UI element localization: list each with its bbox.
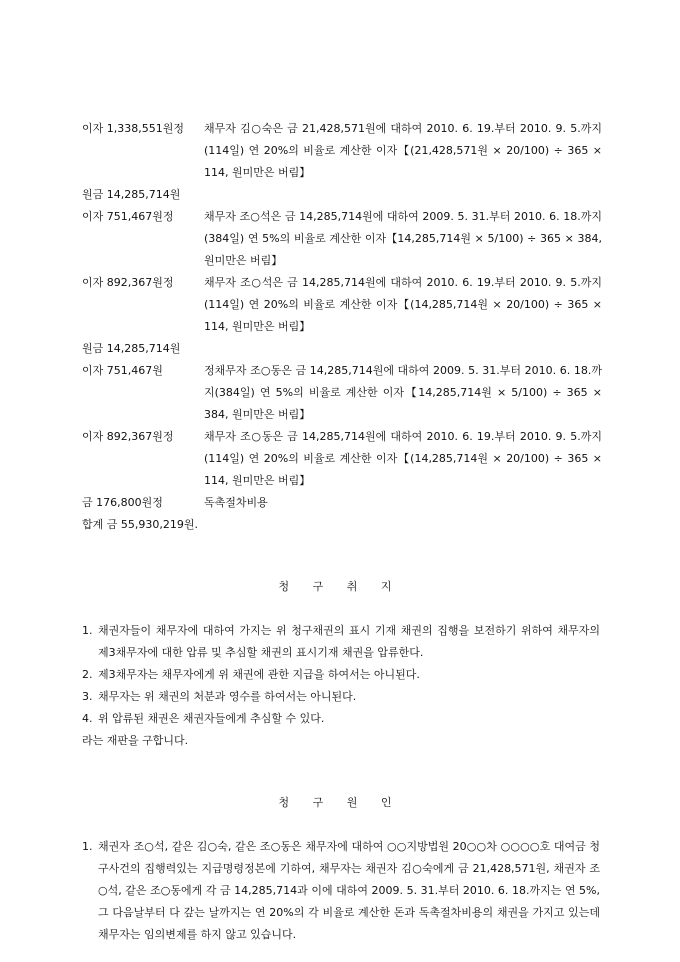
claim-entry-description: 채무자 조○석은 금 14,285,714원에 대하여 2009. 5. 31.부터 2010. 6. 18.까지(384일) 연 5%의 비율로 계산한 이자【14,285,714원 × 5/100) ÷ 365 × 384, 원미만은 버림】 [204,210,602,267]
claim-entry-description: 독촉절차비용 [204,496,268,509]
claim-entry-principal-1 [82,184,602,206]
claim-entry-label: 이자 892,367원정 [82,276,174,289]
claim-entry-description: 채무자 김○숙은 금 21,428,571원에 대하여 2010. 6. 19.부터 2010. 9. 5.까지(114일) 연 20%의 비율로 계산한 이자【(21,428,571원 × 20/100) ÷ 365 × 114, 원미만은 버림】 [204,122,602,179]
claim-entry-interest-2 [82,206,602,272]
claim-entry-label: 이자 1,338,551원정 [82,122,184,135]
purpose-item-1 [82,620,600,664]
item-number: 1. [82,624,93,637]
claim-entry-label: 원금 14,285,714원 [82,188,181,201]
purpose-closing: 라는 재판을 구합니다. [82,734,189,747]
claim-entry-costs [82,492,602,514]
item-number: 3. [82,690,93,703]
item-text: 채권자 조○석, 같은 김○숙, 같은 조○동은 채무자에 대하여 ○○지방법원 20○○차 ○○○○호 대여금 청구사건의 집행력있는 지급명령정본에 기하여, 채무자는 채권자 김○숙에게 금 21,428,571원, 채권자 조○석, 같은 조○동에게 각 금 14,285,714과 이에 대하여 2009. 5. 31.부터 2010. 6. 18.까지는 연 5%, 그 다음날부터 다 갚는 날까지는 연 20%의 각 비율로 계산한 돈과 독촉절차비용의 채권을 가지고 있는데 채무자는 임의변제를 하지 않고 있습니다. [98,840,600,941]
claim-entry-principal-2 [82,338,602,360]
claim-entry-description: 채무자 조○석은 금 14,285,714원에 대하여 2010. 6. 19.부터 2010. 9. 5.까지(114일) 연 20%의 비율로 계산한 이자【(14,285,714원 × 20/100) ÷ 365 × 114, 원미만은 버림】 [204,276,602,333]
item-text: 채권자들이 채무자에 대하여 가지는 위 청구채권의 표시 기재 채권의 집행을 보전하기 위하여 채무자의 제3채무자에 대한 압류 및 추심할 채권의 표시기재 채권을 압류한다. [98,624,600,659]
item-number: 2. [82,668,93,681]
section-heading-purpose: 청 구 취 지 [278,580,402,593]
purpose-item-4 [82,708,600,730]
claim-entry-label: 원금 14,285,714원 [82,342,181,355]
claim-entry-description: 채무자 조○동은 금 14,285,714원에 대하여 2010. 6. 19.부터 2010. 9. 5.까지(114일) 연 20%의 비율로 계산한 이자【(14,285,714원 × 20/100) ÷ 365 × 114, 원미만은 버림】 [204,430,602,487]
cause-item-1 [82,836,600,946]
claim-entry-label: 금 176,800원정 [82,496,163,509]
item-text: 채무자는 위 채권의 처분과 영수를 하여서는 아니된다. [98,690,357,703]
purpose-item-2 [82,664,600,686]
claim-entry-label: 이자 892,367원정 [82,430,174,443]
purpose-item-3 [82,686,600,708]
claim-entry-interest-3 [82,272,602,338]
claim-entry-description: 정채무자 조○동은 금 14,285,714원에 대하여 2009. 5. 31.부터 2010. 6. 18.까지(384일) 연 5%의 비율로 계산한 이자【14,285,714원 × 5/100) ÷ 365 × 384, 원미만은 버림】 [204,364,602,421]
item-text: 제3채무자는 채무자에게 위 채권에 관한 지급을 하여서는 아니된다. [98,668,420,681]
claim-total: 합계 금 55,930,219원. [82,518,198,531]
item-number: 4. [82,712,93,725]
item-text: 위 압류된 채권은 채권자들에게 추심할 수 있다. [98,712,325,725]
claim-entry-label: 이자 751,467원 [82,364,163,377]
claim-entry-interest-4 [82,360,602,426]
claim-entry-interest-1 [82,118,602,184]
claim-entry-label: 이자 751,467원정 [82,210,174,223]
claim-entry-interest-5 [82,426,602,492]
item-number: 1. [82,840,93,853]
section-heading-cause: 청 구 원 인 [278,796,402,809]
